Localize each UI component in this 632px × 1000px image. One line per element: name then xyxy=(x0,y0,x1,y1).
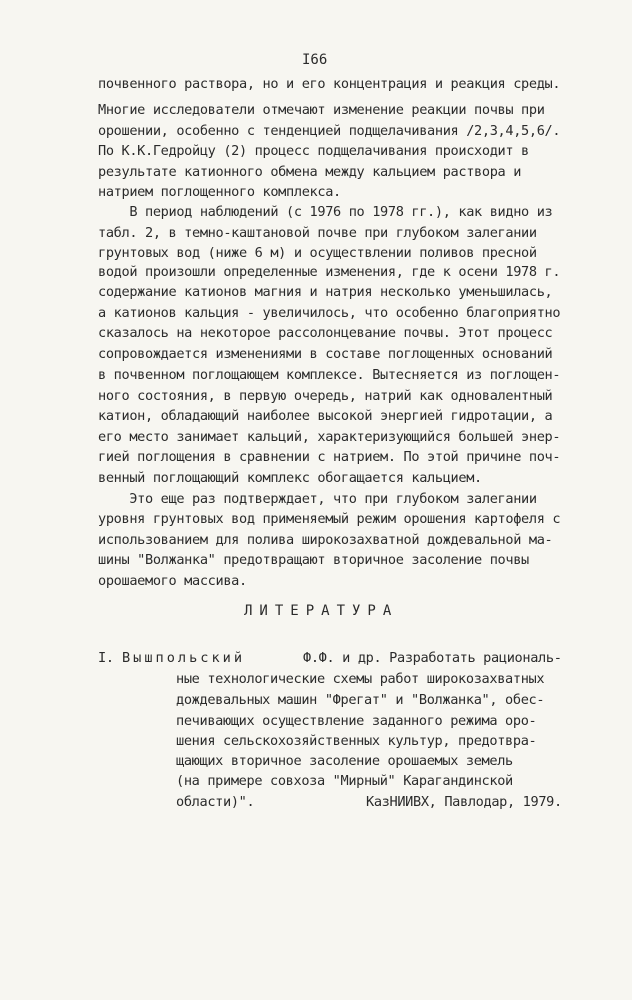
body-line: сказалось на некоторое рассолонцевание почвы. Этот процесс xyxy=(98,325,553,341)
body-line: табл. 2, в темно-каштановой почве при глубоком залегании xyxy=(98,225,537,241)
body-line: сопровождается изменениями в составе поглощенных оснований xyxy=(98,346,553,362)
reference-initials: Ф.Ф. и др. Разработать рациональ- xyxy=(303,650,562,666)
body-line: натрием поглощенного комплекса. xyxy=(98,184,341,200)
body-line: орошении, особенно с тенденцией подщелачивания /2,3,4,5,6/. xyxy=(98,123,561,139)
body-line: В период наблюдений (с 1976 по 1978 гг.), как видно из xyxy=(98,204,553,220)
body-line: результате катионного обмена между кальцием раствора и xyxy=(98,164,522,180)
body-line: По К.К.Гедройцу (2) процесс подщелачивания происходит в xyxy=(98,143,529,159)
reference-line: щающих вторичное засоление орошаемых земель xyxy=(176,753,513,769)
page-number: I66 xyxy=(302,52,328,68)
body-line: гией поглощения в сравнении с натрием. По этой причине поч- xyxy=(98,449,561,465)
reference-line: печивающих осуществление заданного режима оро- xyxy=(176,713,537,729)
reference-line: дождевальных машин "Фрегат" и "Волжанка", обес- xyxy=(176,692,545,708)
reference-number: I. xyxy=(98,650,114,666)
body-line: содержание катионов магния и натрия несколько уменьшилась, xyxy=(98,284,553,300)
body-line: уровня грунтовых вод применяемый режим орошения картофеля с xyxy=(98,511,561,527)
reference-line: шения сельскохозяйственных культур, предотвра- xyxy=(176,733,537,749)
body-line: Многие исследователи отмечают изменение реакции почвы при xyxy=(98,102,545,118)
references-heading: ЛИТЕРАТУРА xyxy=(244,603,399,619)
body-line: ного состояния, в первую очередь, натрий как одновалентный xyxy=(98,388,553,404)
reference-line: (на примере совхоза "Мирный" Карагандинской xyxy=(176,773,513,789)
body-line: катион, обладающий наиболее высокой энергией гидротации, а xyxy=(98,408,553,424)
body-line: венный поглощающий комплекс обогащается кальцием. xyxy=(98,470,482,486)
reference-publisher: КазНИИВХ, Павлодар, 1979. xyxy=(366,794,562,810)
body-line: использованием для полива широкозахватной дождевальной ма- xyxy=(98,532,553,548)
body-line: водой произошли определенные изменения, где к осени 1978 г. xyxy=(98,264,561,280)
reference-author: Вышпольский xyxy=(122,650,246,666)
body-line: грунтовых вод (ниже 6 м) и осуществлении поливов пресной xyxy=(98,245,537,261)
body-line: его место занимает кальций, характеризующийся большей энер- xyxy=(98,429,561,445)
reference-line: ные технологические схемы работ широкозахватных xyxy=(176,671,545,687)
reference-line: области)". xyxy=(176,794,255,810)
body-line: почвенного раствора, но и его концентрация и реакция среды. xyxy=(98,76,561,92)
body-line: шины "Волжанка" предотвращают вторичное засоление почвы xyxy=(98,552,529,568)
body-line: в почвенном поглощающем комплексе. Вытесняется из поглощен- xyxy=(98,367,561,383)
body-line: а катионов кальция - увеличилось, что особенно благоприятно xyxy=(98,305,561,321)
body-line: Это еще раз подтверждает, что при глубоком залегании xyxy=(98,491,537,507)
body-line: орошаемого массива. xyxy=(98,573,247,589)
